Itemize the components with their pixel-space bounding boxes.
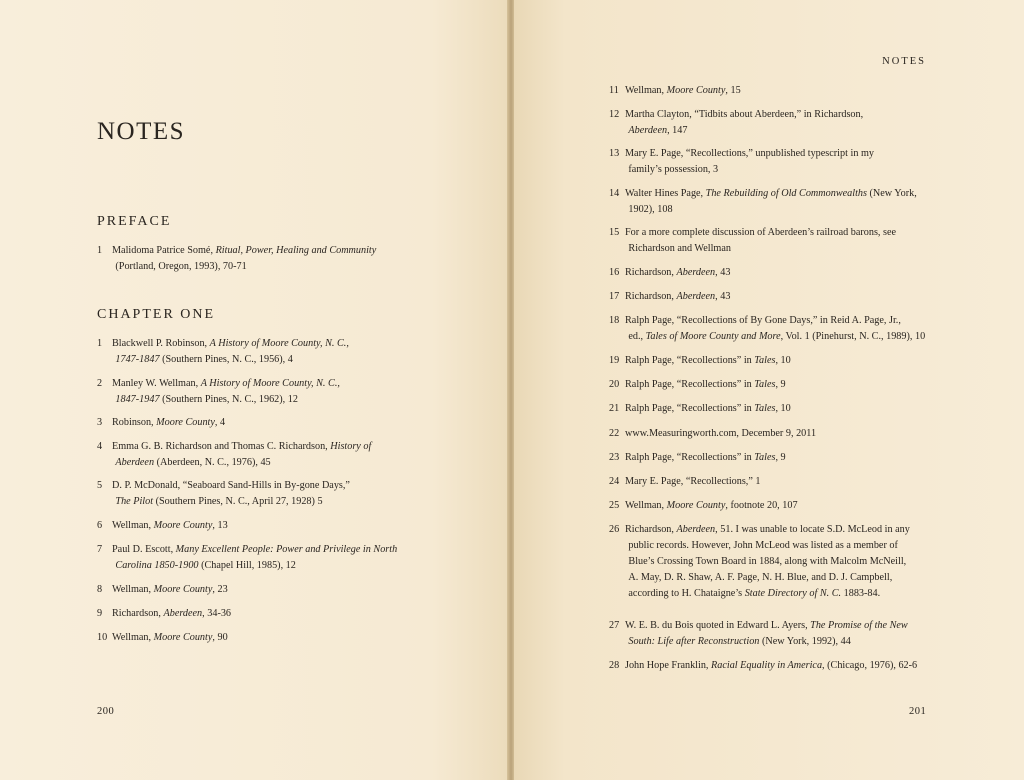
note-text: www.Measuringworth.com, December 9, 2011 xyxy=(625,428,817,439)
note-item xyxy=(97,606,487,622)
note-item xyxy=(609,658,959,674)
note-number: 28 xyxy=(609,660,620,671)
note-text: Richardson, Aberdeen, 43 xyxy=(625,267,731,278)
note-item xyxy=(97,582,487,598)
note-number: 20 xyxy=(609,379,620,390)
note-text: Wellman, Moore County, 15 xyxy=(625,85,741,96)
note-number: 19 xyxy=(609,355,620,366)
note-item xyxy=(609,522,959,602)
note-item xyxy=(609,225,959,257)
note-item xyxy=(97,518,487,534)
note-text: Wellman, Moore County, 23 xyxy=(112,584,228,595)
preface-heading: PREFACE xyxy=(97,214,172,229)
note-number: 12 xyxy=(609,109,620,120)
note-text: Ralph Page, “Recollections” in Tales, 9 xyxy=(625,379,786,390)
note-item xyxy=(609,107,959,139)
note-item xyxy=(609,313,959,345)
note-number: 2 xyxy=(97,378,103,389)
note-number: 27 xyxy=(609,620,620,631)
chapter-one-heading: CHAPTER ONE xyxy=(97,307,216,322)
note-text: Richardson, Aberdeen, 51. I was unable to locate S.D. McLeod in any public records. However, John McLeod was listed as a member of Blue’s Crossing Town Board in 1884, along with Malcolm McNeill, A. May, D. R. Shaw, A. F. Page, N. H. Blue, and D. J. Campbell, according to H. Chataigne’s State Directory of N. C. 1883-84. xyxy=(625,524,910,599)
note-item xyxy=(97,415,487,431)
note-item xyxy=(609,618,959,650)
note-item xyxy=(97,243,477,275)
note-number: 8 xyxy=(97,584,103,595)
note-item xyxy=(609,401,959,417)
note-number: 1 xyxy=(97,245,103,256)
note-number: 14 xyxy=(609,188,620,199)
note-item xyxy=(609,289,959,305)
note-item xyxy=(97,439,487,471)
note-text: Wellman, Moore County, 13 xyxy=(112,520,228,531)
note-item xyxy=(609,186,959,218)
note-text: Mary E. Page, “Recollections,” 1 xyxy=(625,476,761,487)
note-text: Ralph Page, “Recollections” in Tales, 10 xyxy=(625,403,791,414)
note-item xyxy=(609,265,959,281)
note-item xyxy=(609,450,959,466)
note-item xyxy=(609,146,959,178)
note-text: Wellman, Moore County, footnote 20, 107 xyxy=(625,500,798,511)
note-text: Richardson, Aberdeen, 34-36 xyxy=(112,608,232,619)
note-number: 7 xyxy=(97,544,103,555)
note-text: Ralph Page, “Recollections of By Gone Days,” in Reid A. Page, Jr., ed., Tales of Moore County and More, Vol. 1 (Pinehurst, N. C., 1989), 10 xyxy=(625,315,926,342)
note-item xyxy=(97,376,487,408)
note-text: Richardson, Aberdeen, 43 xyxy=(625,291,731,302)
note-number: 17 xyxy=(609,291,620,302)
note-number: 10 xyxy=(97,632,108,643)
note-text: For a more complete discussion of Aberdeen’s railroad barons, see Richardson and Wellman xyxy=(625,227,897,254)
note-text: Wellman, Moore County, 90 xyxy=(112,632,228,643)
note-text: Ralph Page, “Recollections” in Tales, 9 xyxy=(625,452,786,463)
note-item xyxy=(97,630,487,646)
note-number: 22 xyxy=(609,428,620,439)
note-number: 9 xyxy=(97,608,103,619)
note-text: Blackwell P. Robinson, A History of Moore County, N. C., 1747-1847 (Southern Pines, N. C., 1956), 4 xyxy=(112,338,349,365)
note-number: 18 xyxy=(609,315,620,326)
note-item xyxy=(609,83,959,99)
note-number: 11 xyxy=(609,85,619,96)
note-text: John Hope Franklin, Racial Equality in America, (Chicago, 1976), 62-6 xyxy=(625,660,918,671)
note-item xyxy=(97,336,487,368)
note-text: Walter Hines Page, The Rebuilding of Old Commonwealths (New York, 1902), 108 xyxy=(625,188,917,215)
note-text: Robinson, Moore County, 4 xyxy=(112,417,226,428)
note-number: 15 xyxy=(609,227,620,238)
note-text: Paul D. Escott, Many Excellent People: Power and Privilege in North Carolina 1850-1900 (Chapel Hill, 1985), 12 xyxy=(112,544,398,571)
note-number: 5 xyxy=(97,480,103,491)
note-text: Martha Clayton, “Tidbits about Aberdeen,” in Richardson, Aberdeen, 147 xyxy=(625,109,864,136)
note-number: 24 xyxy=(609,476,620,487)
page-number-left: 200 xyxy=(97,706,115,717)
note-number: 1 xyxy=(97,338,103,349)
page-number-right: 201 xyxy=(909,706,927,717)
note-text: Manley W. Wellman, A History of Moore County, N. C., 1847-1947 (Southern Pines, N. C., 1962), 12 xyxy=(112,378,340,405)
note-text: D. P. McDonald, “Seaboard Sand-Hills in By-gone Days,” The Pilot (Southern Pines, N. C., April 27, 1928) 5 xyxy=(112,480,350,507)
note-item xyxy=(609,353,959,369)
note-number: 26 xyxy=(609,524,620,535)
note-number: 25 xyxy=(609,500,620,511)
note-item xyxy=(609,498,959,514)
note-item xyxy=(97,542,487,574)
note-text: W. E. B. du Bois quoted in Edward L. Ayers, The Promise of the New South: Life after Reconstruction (New York, 1992), 44 xyxy=(625,620,908,647)
page-title: NOTES xyxy=(97,118,186,145)
note-item xyxy=(609,474,959,490)
left-page xyxy=(0,0,508,780)
note-text: Malidoma Patrice Somé, Ritual, Power, Healing and Community (Portland, Oregon, 1993), 70-71 xyxy=(112,245,377,272)
note-text: Emma G. B. Richardson and Thomas C. Richardson, History of Aberdeen (Aberdeen, N. C., 1976), 45 xyxy=(112,441,372,468)
note-number: 3 xyxy=(97,417,103,428)
note-number: 13 xyxy=(609,148,620,159)
note-text: Mary E. Page, “Recollections,” unpublished typescript in my family’s possession, 3 xyxy=(625,148,874,175)
note-item xyxy=(97,478,487,510)
note-number: 4 xyxy=(97,441,103,452)
note-number: 21 xyxy=(609,403,620,414)
note-number: 6 xyxy=(97,520,103,531)
note-number: 23 xyxy=(609,452,620,463)
running-head: NOTES xyxy=(882,56,926,67)
note-item xyxy=(609,377,959,393)
note-text: Ralph Page, “Recollections” in Tales, 10 xyxy=(625,355,791,366)
note-number: 16 xyxy=(609,267,620,278)
note-item xyxy=(609,426,959,442)
